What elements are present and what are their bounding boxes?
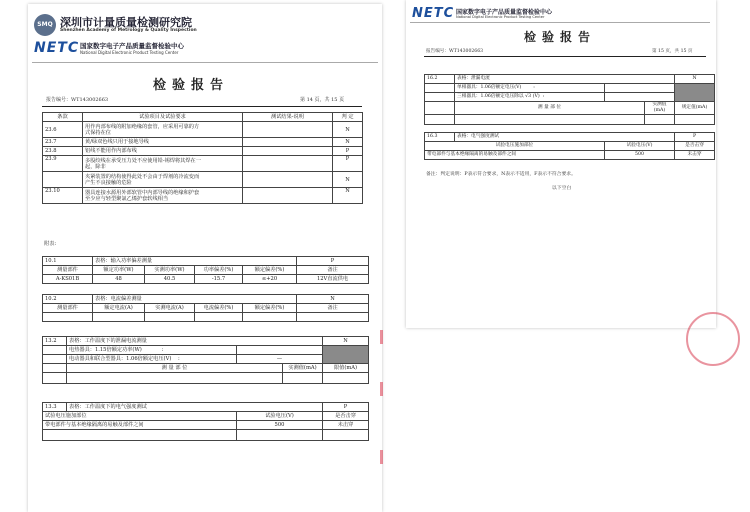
- header-cell: 测量部件: [43, 304, 93, 313]
- table-row: [43, 313, 369, 322]
- clause-table-header: [43, 113, 363, 122]
- separator: :: [161, 347, 164, 353]
- header-cell: 判 定: [333, 113, 363, 122]
- clause-verdict: N: [333, 172, 363, 188]
- table-13-2: [42, 336, 369, 384]
- clause-verdict: P: [333, 156, 363, 172]
- table-row: [425, 93, 715, 102]
- header-cell: 功率偏差(%): [195, 266, 243, 275]
- netc-name-cn: 国家数字电子产品质量监督检验中心: [456, 9, 553, 16]
- table-row: [43, 346, 369, 355]
- data-cell: 12V直流供电: [297, 275, 369, 284]
- clause-result: [243, 172, 333, 188]
- condition-label: [67, 355, 237, 364]
- clause-verdict: N: [333, 138, 363, 147]
- header-rule: [410, 22, 710, 23]
- header-cell: 额定偏差(%): [243, 304, 297, 313]
- clause-text-line: 至少应与轻型聚氯乙烯护套软线相当: [85, 195, 169, 202]
- netc-logo: NETC: [412, 6, 455, 21]
- condition-text: 电动器具和联合型器具：1.06倍额定电压(V): [69, 356, 172, 362]
- header-rule: [32, 62, 378, 63]
- clause-no: 23.9: [43, 156, 83, 172]
- table-header-row: [43, 412, 369, 421]
- report-number: 报告编号：WT143002663: [46, 97, 109, 103]
- condition-text: 三相器具：1.06倍额定电压除以 √3 (V): [457, 94, 540, 99]
- report-page-14: [28, 4, 382, 512]
- header-cell: 限值(mA): [323, 364, 369, 373]
- clause-result: [243, 122, 333, 138]
- data-cell: ≤+20: [243, 275, 297, 284]
- header-cell: 测 量 部 位: [67, 364, 283, 373]
- table-title-row: [425, 133, 715, 142]
- data-cell: 带电部件与基本绝缘隔离的易触及部件之间: [425, 151, 605, 160]
- shaded-cell: [675, 84, 715, 102]
- table-verdict: P: [675, 133, 715, 142]
- report-title: 检验报告: [524, 30, 597, 44]
- title-rule: [424, 56, 706, 57]
- table-row: [43, 430, 369, 441]
- report-number: 报告编号：WT143002663: [426, 49, 484, 54]
- header-cell: 测试结果-说明: [243, 113, 333, 122]
- table-header-row: [425, 142, 715, 151]
- table-row: [43, 172, 363, 188]
- clause-text: [83, 172, 243, 188]
- data-cell: 40.5: [145, 275, 195, 284]
- table-row: [43, 355, 369, 364]
- table-header-row: [43, 266, 369, 275]
- clause-no: 23.8: [43, 147, 83, 156]
- table-row: [425, 115, 715, 125]
- data-cell: 带电部件与基本绝缘隔离的易触及部件之间: [43, 421, 237, 430]
- netc-name-en: National Digital Electronic Product Testing Center: [80, 50, 179, 55]
- header-cell: 规定值(mA): [675, 102, 715, 115]
- header-cell: 额定电流(A): [93, 304, 145, 313]
- page-number: 第 15 页，共 15 页: [652, 49, 693, 54]
- seal-edge-mark: [380, 330, 383, 344]
- table-title-row: [425, 75, 715, 84]
- header-cell: 额定偏差(%): [243, 266, 297, 275]
- header-cell: 是否击穿: [675, 142, 715, 151]
- institute-name-en: Shenzhen Academy of Metrology & Quality Inspection: [60, 28, 197, 33]
- clause-text-line: 起，除非: [85, 163, 106, 170]
- table-title: 表格：输入功率偏差测量: [93, 257, 297, 266]
- table-title-row: [43, 257, 369, 266]
- netc-logo: NETC: [34, 40, 80, 56]
- data-cell: 未击穿: [675, 151, 715, 160]
- table-no: 10.1: [43, 257, 93, 266]
- table-16-3: [424, 132, 715, 160]
- condition-label: [455, 84, 605, 93]
- table-title: 表格：泄漏电流: [455, 75, 675, 84]
- condition-label: [455, 93, 605, 102]
- table-row: [43, 188, 363, 204]
- clause-result: [243, 147, 333, 156]
- clause-text-line: 产生不良接触的危险: [85, 179, 132, 186]
- header-cell: 试验电压(V): [605, 142, 675, 151]
- header-cell: 实测电流(A): [145, 304, 195, 313]
- data-cell: 未击穿: [323, 421, 369, 430]
- table-verdict: N: [297, 295, 369, 304]
- separator: :: [542, 94, 545, 99]
- table-row: [43, 373, 369, 384]
- title-rule: [42, 106, 362, 107]
- clause-result: [243, 156, 333, 172]
- clause-text-line: 式保持在位: [85, 129, 111, 136]
- table-no: 10.2: [43, 295, 93, 304]
- table-verdict: P: [297, 257, 369, 266]
- header-cell: 电流偏差(%): [195, 304, 243, 313]
- table-row: [43, 275, 369, 284]
- header-cell: 实测值(mA): [645, 102, 675, 115]
- table-13-3: [42, 402, 369, 441]
- table-row: [43, 156, 363, 172]
- header-cell: 额定功率(W): [93, 266, 145, 275]
- header-cell: 试验电压施加部位: [425, 142, 605, 151]
- table-verdict: P: [323, 403, 369, 412]
- table-row: [425, 84, 715, 93]
- appendix-label: 附表:: [44, 241, 57, 247]
- clause-text-line: 器具连接水源用外部软管中内部导线的绝缘和护套: [85, 189, 200, 196]
- smq-logo: SMQ: [34, 14, 56, 36]
- header-cell: 测量部件: [43, 266, 93, 275]
- data-cell: 500: [605, 151, 675, 160]
- clause-verdict: N: [333, 188, 363, 204]
- table-title: 表格：电气强度测试: [455, 133, 675, 142]
- clause-verdict: N: [333, 122, 363, 138]
- header-cell: 测 量 部 位: [455, 102, 645, 115]
- header-cell: 试验电压(V): [237, 412, 323, 421]
- table-row: [43, 138, 363, 147]
- shaded-cell: [323, 346, 369, 364]
- condition-text: 单相器具：1.06倍额定电压(V): [457, 85, 522, 90]
- clause-text-line: 多股绞线在承受压力处不应使用铅-锡焊将其焊在一: [85, 157, 201, 164]
- clause-text: 黄/绿双色线只用于接地导线: [83, 138, 243, 147]
- header-cell: 备注: [297, 304, 369, 313]
- clause-result: [243, 138, 333, 147]
- table-title-row: [43, 403, 369, 412]
- table-row: [43, 147, 363, 156]
- table-no: 16.3: [425, 133, 455, 142]
- blank-below-note: 以下空白: [552, 186, 572, 191]
- header-cell: 备注: [297, 266, 369, 275]
- netc-name-en: National Digital Electronic Product Testing Center: [456, 15, 545, 19]
- table-verdict: N: [675, 75, 715, 84]
- table-no: 13.3: [43, 403, 67, 412]
- data-cell: 500: [237, 421, 323, 430]
- official-seal: [686, 312, 740, 366]
- clause-table: [42, 112, 363, 204]
- table-title-row: [43, 295, 369, 304]
- table-10-1: [42, 256, 369, 284]
- clause-text: [83, 188, 243, 204]
- separator: :: [177, 356, 180, 362]
- table-title-row: [43, 337, 369, 346]
- header-cell: 条款: [43, 113, 83, 122]
- institute-name-cn: 深圳市计量质量检测研究院: [60, 16, 192, 29]
- report-page-15: [406, 0, 716, 328]
- table-no: 16.2: [425, 75, 455, 84]
- table-row: [425, 151, 715, 160]
- netc-name-cn: 国家数字电子产品质量监督检验中心: [80, 42, 184, 50]
- condition-value: —: [237, 355, 323, 364]
- seal-edge-mark: [380, 450, 383, 464]
- header-cell: 实测值(mA): [283, 364, 323, 373]
- clause-no: 23.6: [43, 122, 83, 138]
- clause-no: 23.10: [43, 188, 83, 204]
- table-no: 13.2: [43, 337, 67, 346]
- table-10-2: [42, 294, 369, 322]
- header-cell: 试验电压施加部位: [43, 412, 237, 421]
- report-title: 检验报告: [153, 78, 230, 93]
- clause-text-line: 用作内部布线的附加绝缘的套管，应采用可靠的方: [85, 123, 200, 130]
- clause-text: [83, 122, 243, 138]
- clause-no: 23.7: [43, 138, 83, 147]
- table-16-2: [424, 74, 715, 125]
- clause-text-line: 夹紧装置的结构使得此处不会由于焊剂的冷流变而: [85, 173, 200, 180]
- clause-result: [243, 188, 333, 204]
- table-header-row: [425, 102, 715, 115]
- clause-text: 铝线不能用作内部布线: [83, 147, 243, 156]
- table-title: 表格：工作温度下的泄漏电流测量: [67, 337, 323, 346]
- header-cell: 实测功率(W): [145, 266, 195, 275]
- clause-verdict: P: [333, 147, 363, 156]
- header-cell: 是否击穿: [323, 412, 369, 421]
- separator: :: [533, 85, 535, 90]
- header-cell: 试验项目及试验要求: [83, 113, 243, 122]
- data-cell: 48: [93, 275, 145, 284]
- table-row: [43, 122, 363, 138]
- table-title: 表格：工作温度下的电气强度测试: [67, 403, 323, 412]
- verdict-note: 备注：判定说明：P表示符合要求，N表示不适用，F表示不符合要求。: [426, 172, 576, 177]
- data-cell: -15.7: [195, 275, 243, 284]
- data-cell: A-KS01B: [43, 275, 93, 284]
- table-header-row: [43, 304, 369, 313]
- seal-edge-mark: [380, 382, 383, 396]
- clause-no: [43, 172, 83, 188]
- table-row: [43, 421, 369, 430]
- clause-text: [83, 156, 243, 172]
- page-number: 第 14 页，共 15 页: [300, 97, 345, 103]
- table-verdict: N: [323, 337, 369, 346]
- table-header-row: [43, 364, 369, 373]
- table-title: 表格：电流偏差测量: [93, 295, 297, 304]
- condition-text: 电热器具：1.15倍额定功率(W): [69, 347, 142, 353]
- condition-label: [67, 346, 237, 355]
